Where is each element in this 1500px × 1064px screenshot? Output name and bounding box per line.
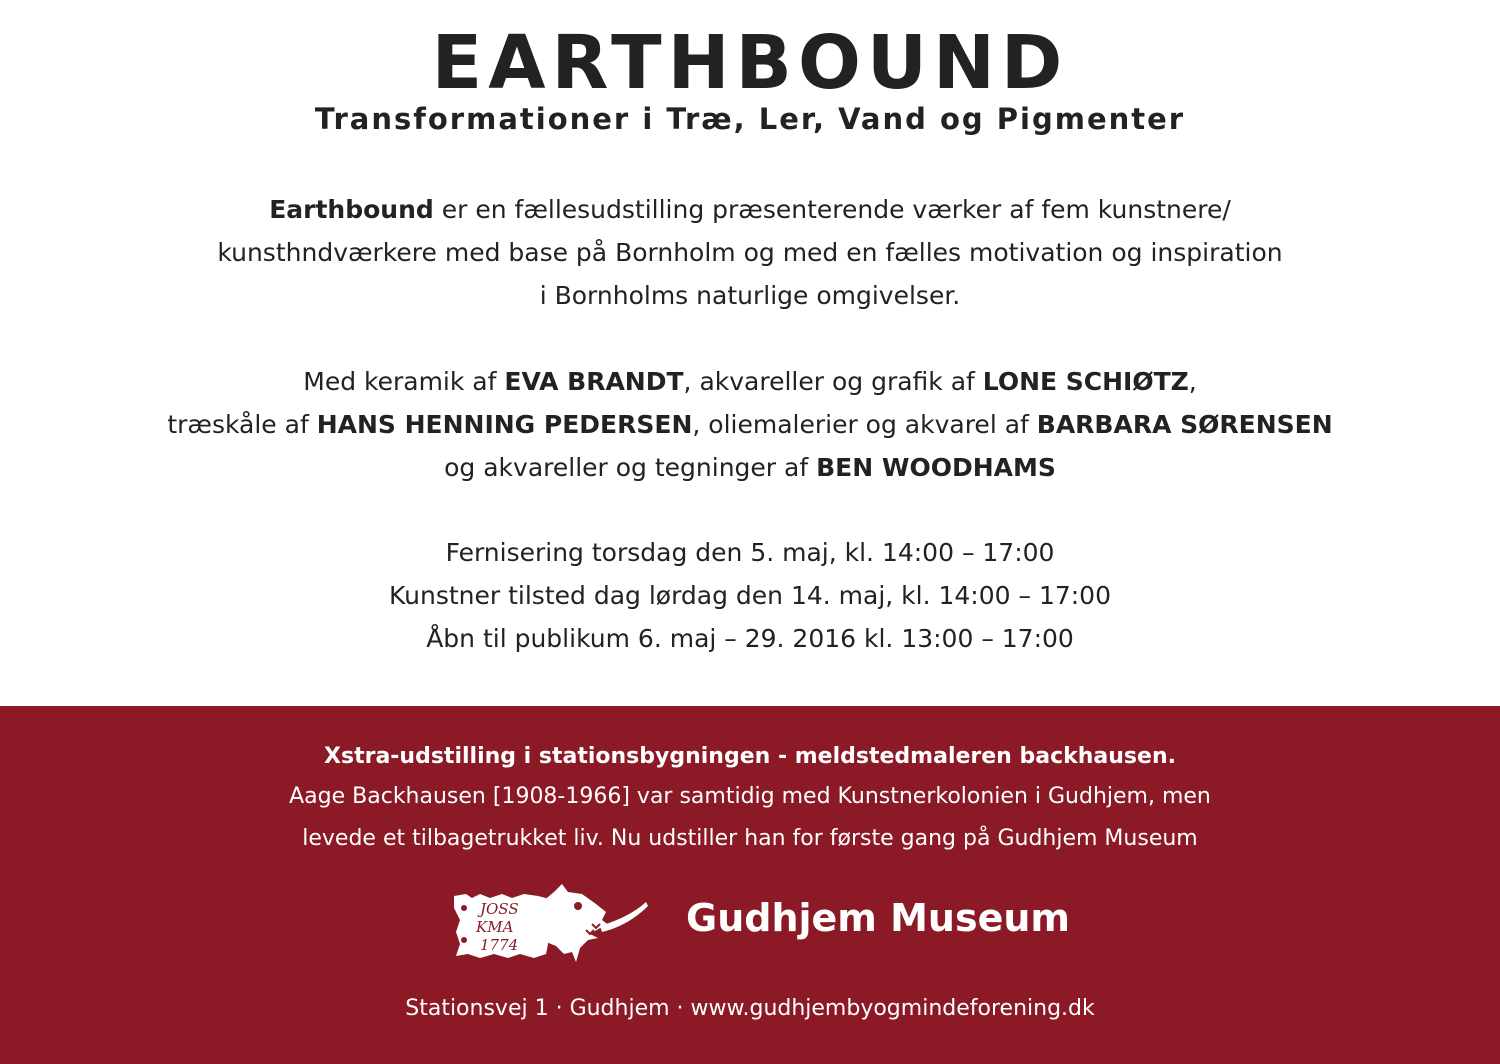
museum-address: Stationsvej 1 · Gudhjem · www.gudhjembyogmindeforening.dk [405,996,1095,1021]
artists-text-3a: og akvareller og tegninger af [444,453,817,482]
date-opening: Fernisering torsdag den 5. maj, kl. 14:00 – 17:00 [445,538,1055,567]
artists-text-1b: , akvareller og grafik af [683,367,983,396]
extra-heading: Xstra-udstilling i stationsbygningen - meldstedmaleren backhausen. [324,744,1176,769]
dragon-head-logo-icon [450,882,650,972]
artist-name-4: BARBARA SØRENSEN [1036,410,1333,439]
extra-line-1: Aage Backhausen [1908-1966] var samtidig med Kunstnerkolonien i Gudhjem, men [289,784,1211,809]
logo-text-1: JOSS [480,900,519,918]
date-artist-present: Kunstner tilsted dag lørdag den 14. maj, kl. 14:00 – 17:00 [389,581,1111,610]
artists-paragraph [0,360,1500,489]
exhibition-subtitle: Transformationer i Træ, Ler, Vand og Pigmenter [314,102,1186,136]
artist-name-2: LONE SCHIØTZ [982,367,1189,396]
intro-lead: Earthbound [269,195,434,224]
artists-line-2 [0,403,1500,446]
dates-paragraph [0,531,1500,660]
intro-line-1-text: er en fællesudstilling præsenterende værker af fem kunstnere/ [433,195,1231,224]
intro-paragraph [0,188,1500,317]
artists-text-2a: træskåle af [167,410,317,439]
intro-line-1 [0,188,1500,231]
museum-name: Gudhjem Museum [686,896,1071,940]
extra-body [0,776,1500,860]
extra-line-2: levede et tilbagetrukket liv. Nu udstiller han for første gang på Gudhjem Museum [302,826,1198,851]
artists-text-1c: , [1188,367,1197,396]
logo-text-3: 1774 [480,936,519,954]
date-open-period: Åbn til publikum 6. maj – 29. 2016 kl. 13:00 – 17:00 [426,624,1074,653]
artist-name-1: EVA BRANDT [504,367,684,396]
artists-text-1a: Med keramik af [303,367,505,396]
artists-line-1 [0,360,1500,403]
artist-name-5: BEN WOODHAMS [816,453,1056,482]
artist-name-3: HANS HENNING PEDERSEN [316,410,693,439]
artists-line-3 [0,446,1500,489]
museum-band [0,706,1500,1064]
logo-text-2: KMA [476,918,514,936]
artists-text-2b: , oliemalerier og akvarel af [692,410,1037,439]
exhibition-title: EARTHBOUND [431,20,1069,106]
intro-line-3: i Bornholms naturlige omgivelser. [539,281,961,310]
intro-line-2: kunsthndværkere med base på Bornholm og med en fælles motivation og inspiration [217,238,1283,267]
